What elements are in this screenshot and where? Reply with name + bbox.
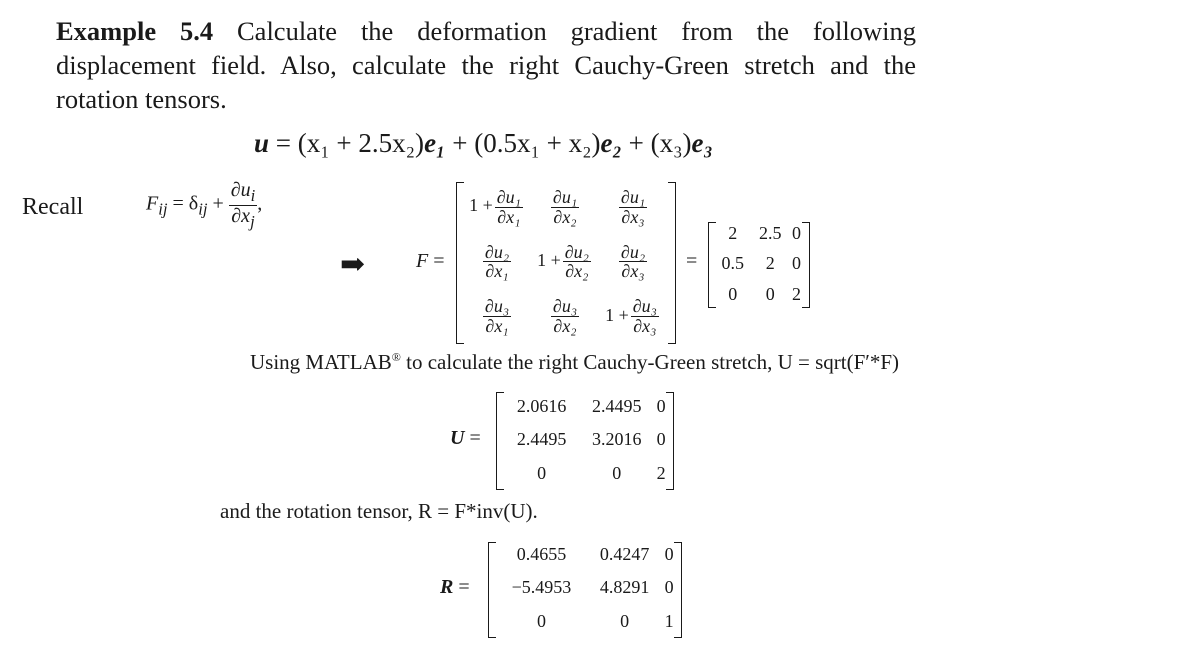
f-equals: = — [428, 250, 445, 272]
partial-denominator: ∂x₂ — [565, 261, 589, 282]
u-symbol: u — [254, 128, 270, 158]
f-numeric-cell: 2 — [765, 253, 775, 274]
r-matrix-cell: 0.4655 — [516, 544, 567, 565]
partial-fraction — [619, 188, 647, 227]
r-matrix-cell: 4.8291 — [599, 577, 650, 598]
f-general-right-bracket — [668, 182, 676, 344]
u-matrix-cell: 2 — [656, 462, 666, 483]
f-general-cell — [530, 180, 598, 235]
f-general-cell — [462, 180, 530, 235]
f-general-cell — [598, 289, 666, 344]
recall-label: Recall — [22, 194, 84, 220]
partial-numerator: ∂u₂ — [484, 241, 510, 262]
f-general-cell — [598, 180, 666, 235]
partial-fraction — [483, 297, 511, 336]
r-matrix-cell: −5.4953 — [511, 577, 572, 598]
frac-den-sub: j — [250, 211, 255, 231]
u-matrix-cell: 0 — [656, 429, 666, 450]
basis-e3: e₃ — [691, 128, 713, 158]
partial-numerator: ∂u₁ — [552, 186, 578, 207]
f-numeric-matrix — [714, 218, 804, 310]
formula-delta: = δ — [167, 192, 199, 215]
u-matrix-symbol: U — [450, 427, 465, 449]
u-matrix-row — [504, 390, 668, 423]
r-matrix-label — [440, 576, 470, 599]
term-3: (x₃) — [650, 128, 692, 158]
partial-fraction — [563, 243, 591, 282]
r-matrix-cell: 0 — [620, 610, 630, 631]
term-1: (x₁ + 2.5x₂) — [297, 128, 425, 158]
r-matrix-row — [496, 571, 676, 604]
formula-fraction — [229, 180, 258, 230]
term-2: (0.5x₁ + x₂) — [474, 128, 601, 158]
u-matrix-cell: 0 — [537, 462, 547, 483]
partial-fraction — [551, 297, 579, 336]
r-matrix-cell: 0 — [536, 610, 546, 631]
f-numeric-row — [714, 279, 804, 310]
f-numeric-cell: 0 — [792, 253, 801, 274]
partial-numerator: ∂u₃ — [632, 296, 657, 317]
partial-numerator: ∂u₁ — [496, 186, 521, 207]
one-plus: 1 + — [537, 250, 561, 271]
f-numeric-cell: 2 — [728, 222, 738, 243]
f-numeric-row — [714, 249, 804, 280]
f-general-cell — [530, 289, 598, 344]
partial-denominator: ∂x₂ — [553, 206, 577, 227]
formula-comma: , — [257, 192, 263, 215]
f-general-cell — [462, 289, 530, 344]
partial-fraction — [551, 188, 579, 227]
equals-sign: = — [269, 128, 298, 158]
matlab-text-1: Using MATLAB — [250, 350, 392, 374]
f-general-cell — [530, 235, 598, 290]
r-equals: = — [453, 576, 470, 598]
r-left-bracket — [488, 542, 496, 638]
f-numeric-row — [714, 218, 804, 249]
r-matrix — [496, 538, 676, 638]
partial-denominator: ∂x₁ — [485, 261, 509, 282]
one-plus: 1 + — [605, 304, 629, 325]
f-numeric-cell: 2.5 — [759, 222, 782, 243]
partial-fraction — [631, 297, 659, 336]
formula-f-sub: ij — [158, 199, 168, 219]
partial-numerator: ∂u₃ — [552, 296, 578, 317]
frac-num-sub: i — [250, 186, 256, 205]
f-numeric-cell: 0 — [765, 284, 775, 305]
example-text: Calculate the deformation gradient from the following displacement field. Also, calculate the right Cauchy-Green stretch and the rotation tensors. — [56, 16, 916, 114]
partial-numerator: ∂u₂ — [564, 241, 589, 262]
frac-den: ∂x — [231, 204, 251, 227]
r-matrix-symbol: R — [440, 576, 454, 598]
rotation-sentence: and the rotation tensor, R = F*inv(U). — [220, 499, 538, 523]
formula-delta-sub: ij — [198, 199, 208, 219]
f-symbol: F — [416, 250, 429, 272]
partial-denominator: ∂x₂ — [553, 316, 577, 337]
one-plus: 1 + — [469, 195, 493, 216]
f-numeric-cell: 0.5 — [721, 253, 744, 274]
r-matrix-row — [496, 538, 676, 571]
recall-formula — [146, 180, 262, 230]
partial-denominator: ∂x₁ — [497, 206, 521, 227]
u-matrix-cell: 2.4495 — [591, 396, 642, 417]
example-intro — [56, 14, 916, 116]
r-matrix-cell: 0 — [664, 577, 674, 598]
f-matrix-label — [416, 250, 445, 273]
partial-numerator: ∂u₃ — [484, 296, 510, 317]
partial-fraction — [483, 243, 511, 282]
formula-f: F — [146, 192, 159, 215]
f-numeric-cell: 0 — [728, 284, 738, 305]
f-general-cell — [462, 235, 530, 290]
u-matrix-cell: 3.2016 — [591, 429, 642, 450]
partial-fraction — [495, 188, 523, 227]
partial-numerator: ∂u₂ — [620, 241, 646, 262]
u-left-bracket — [496, 392, 504, 490]
f-numeric-cell: 0 — [792, 222, 801, 243]
u-matrix-cell: 0 — [612, 462, 622, 483]
f-general-row — [462, 289, 666, 344]
right-arrow-icon: ➡ — [340, 248, 366, 281]
formula-plus: + — [207, 192, 229, 215]
r-matrix-cell: 0 — [664, 544, 674, 565]
r-matrix-cell: 1 — [664, 610, 674, 631]
matlab-sentence — [250, 350, 899, 375]
r-matrix-row — [496, 605, 676, 638]
u-matrix-row — [504, 457, 668, 490]
r-matrix-cell: 0.4247 — [599, 544, 650, 565]
basis-e1: e₁ — [424, 128, 446, 158]
plus-sign: + — [621, 128, 651, 158]
partial-numerator: ∂u₁ — [620, 186, 646, 207]
registered-mark: ® — [391, 350, 401, 364]
matlab-text-2: to calculate the right Cauchy-Green stretch, U = sqrt(F′*F) — [400, 350, 900, 374]
partial-fraction — [619, 243, 647, 282]
example-label: Example 5.4 — [56, 16, 214, 46]
u-matrix — [504, 390, 668, 490]
frac-num: ∂u — [230, 179, 251, 201]
plus-sign: + — [445, 128, 475, 158]
f-equals-numeric: = — [686, 250, 698, 272]
f-general-matrix — [462, 180, 666, 344]
basis-e2: e₂ — [600, 128, 622, 158]
f-general-cell — [598, 235, 666, 290]
partial-denominator: ∂x₃ — [621, 206, 645, 227]
displacement-equation — [254, 128, 713, 159]
u-matrix-cell: 0 — [656, 396, 666, 417]
u-matrix-cell: 2.0616 — [516, 396, 567, 417]
f-general-row — [462, 180, 666, 235]
f-numeric-cell: 2 — [792, 284, 801, 305]
partial-denominator: ∂x₃ — [621, 261, 645, 282]
f-general-row — [462, 235, 666, 290]
u-equals: = — [464, 427, 481, 449]
partial-denominator: ∂x₃ — [633, 316, 657, 337]
u-matrix-label — [450, 427, 481, 450]
u-matrix-row — [504, 423, 668, 456]
u-matrix-cell: 2.4495 — [516, 429, 567, 450]
partial-denominator: ∂x₁ — [485, 316, 509, 337]
